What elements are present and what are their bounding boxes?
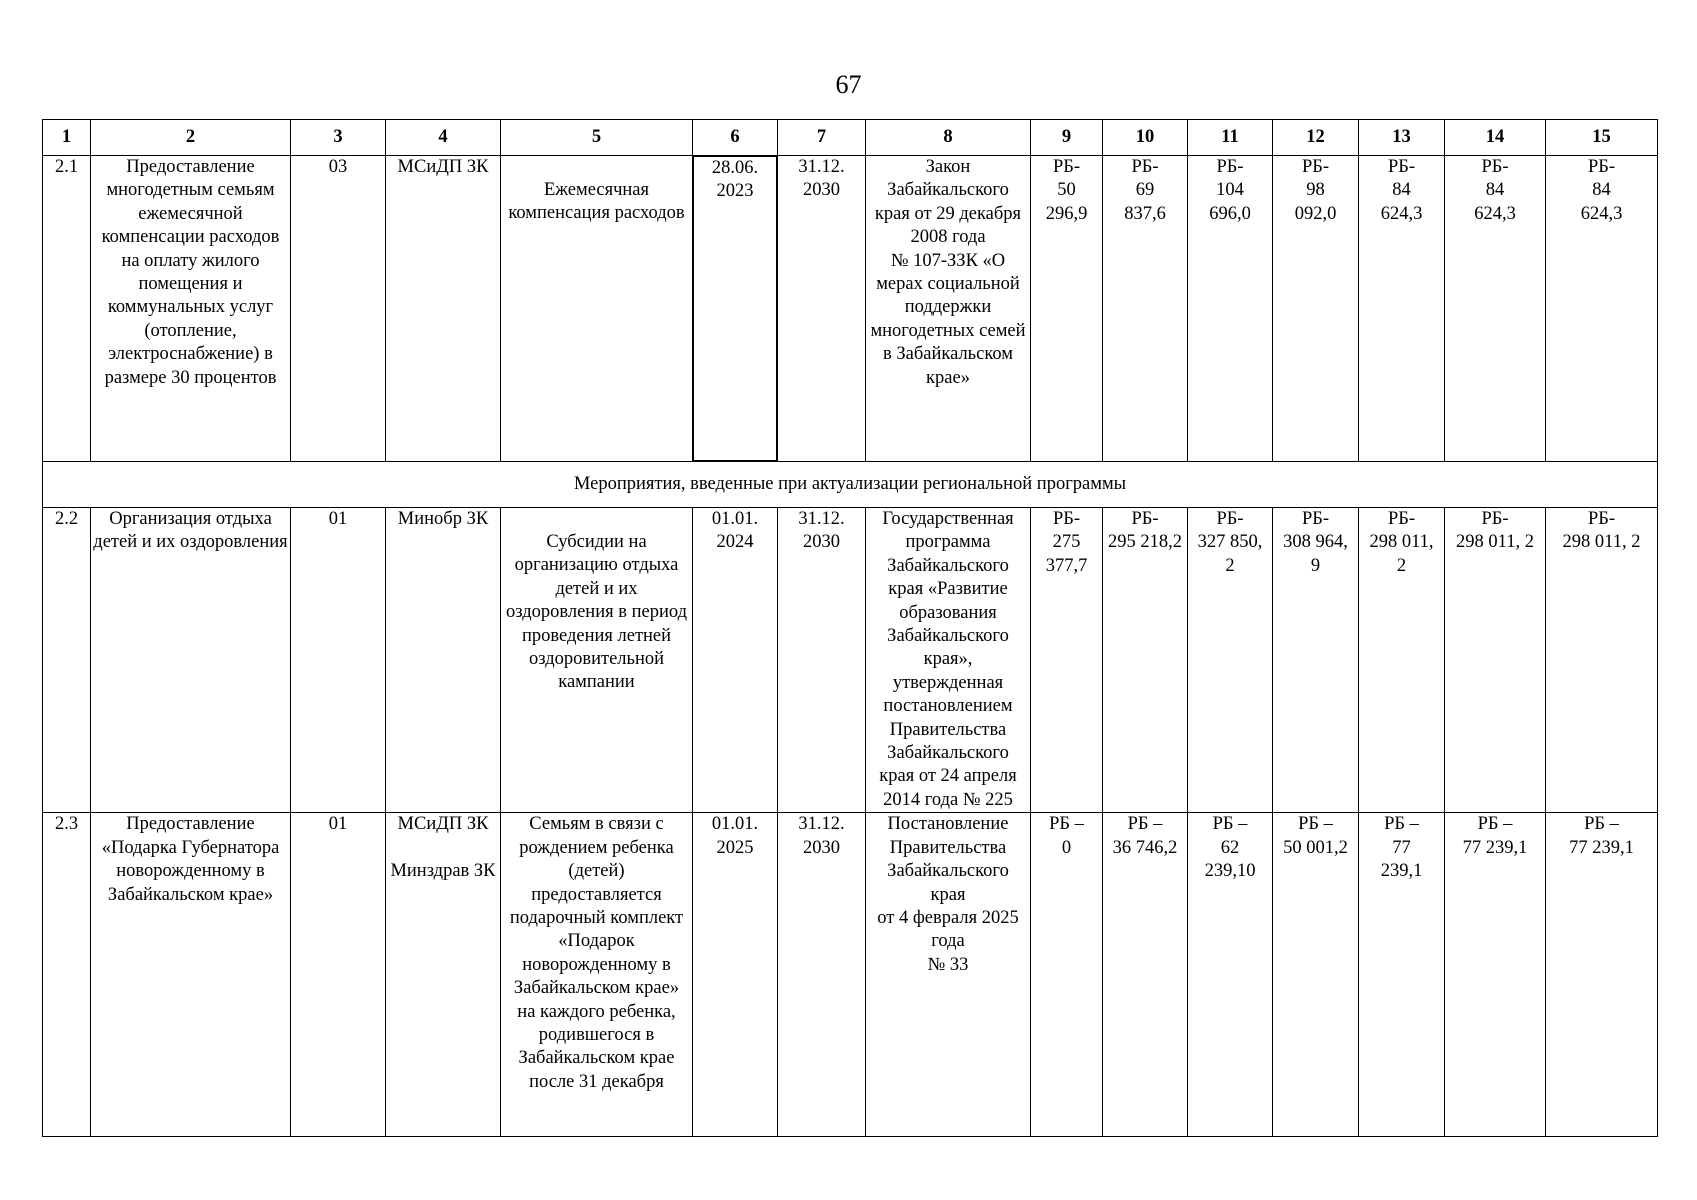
basis-text: Закон Забайкальского края от 29 декабря 2008 года № 107-ЗЗК «О мерах социальной поддержки многодетных семей в Забайкальском крае»	[870, 157, 1026, 388]
code-cell: 01	[291, 508, 386, 813]
code-cell: 01	[291, 813, 386, 1137]
value-text: РБ- 69 837,6	[1124, 157, 1166, 224]
value-cell	[1103, 813, 1188, 1137]
row-number: 2.3	[43, 813, 91, 1137]
value-cell	[1546, 508, 1658, 813]
basis-cell	[866, 813, 1031, 1137]
value-text: РБ- 327 850, 2	[1197, 509, 1263, 576]
value-cell	[1188, 156, 1273, 462]
end-date	[778, 508, 866, 813]
table-row	[43, 813, 1658, 1137]
value-text: РБ- 84 624,3	[1580, 157, 1623, 224]
executor-cell: МСиДП ЗК	[386, 156, 501, 462]
value-text: РБ- 298 011, 2	[1456, 509, 1534, 553]
value-cell	[1359, 156, 1445, 462]
header-cell: 10	[1103, 120, 1188, 156]
value-text: РБ – 62 239,10	[1204, 814, 1256, 882]
basis-cell	[866, 156, 1031, 462]
end-date	[778, 813, 866, 1137]
description-cell	[501, 508, 693, 813]
header-cell: 13	[1359, 120, 1445, 156]
description-text: Субсидии на организацию отдыха детей и их оздоровления в период проведения летней оздоровительной кампании	[505, 532, 687, 693]
value-cell	[1546, 156, 1658, 462]
value-text: РБ- 298 011, 2	[1562, 509, 1641, 553]
header-cell: 7	[778, 120, 866, 156]
start-date-text: 01.01. 2024	[711, 509, 759, 553]
header-cell: 11	[1188, 120, 1273, 156]
basis-cell	[866, 508, 1031, 813]
header-cell: 5	[501, 120, 693, 156]
value-text: РБ- 50 296,9	[1045, 157, 1088, 224]
value-cell	[1031, 156, 1103, 462]
header-cell: 1	[43, 120, 91, 156]
measure-name: Предоставление многодетным семьям ежемесячной компенсации расходов на оплату жилого помещения и коммунальных услуг (отопление, электроснабжение) в размере 30 процентов	[91, 156, 291, 462]
row-number: 2.1	[43, 156, 91, 462]
header-cell: 4	[386, 120, 501, 156]
header-cell: 6	[693, 120, 778, 156]
basis-text: Постановление Правительства Забайкальского края от 4 февраля 2025 года № 33	[877, 814, 1019, 975]
table-row	[43, 156, 1658, 462]
value-text: РБ – 0	[1049, 814, 1084, 858]
value-cell	[1273, 156, 1359, 462]
start-date-text: 28.06. 2023	[711, 158, 759, 202]
table-row	[43, 508, 1658, 813]
value-cell	[1445, 156, 1546, 462]
start-date	[693, 156, 777, 461]
value-text: РБ – 50 001,2	[1283, 814, 1348, 858]
value-cell	[1103, 508, 1188, 813]
section-separator-row	[43, 462, 1658, 508]
header-cell: 14	[1445, 120, 1546, 156]
value-cell	[1445, 813, 1546, 1137]
value-cell	[1188, 813, 1273, 1137]
basis-text: Государственная программа Забайкальского края «Развитие образования Забайкальского края», утвержденная постановлением Правительства Забайкальского края от 24 апреля 2014 года № 225	[879, 509, 1017, 810]
end-date	[778, 156, 866, 462]
value-cell	[1031, 813, 1103, 1137]
page-number: 67	[835, 70, 862, 99]
value-cell	[1359, 813, 1445, 1137]
value-text: РБ – 77 239,1	[1569, 814, 1634, 858]
value-cell	[1445, 508, 1546, 813]
executor-2-text: Минздрав ЗК	[390, 860, 496, 881]
value-text: РБ- 84 624,3	[1474, 157, 1516, 224]
value-text: РБ – 36 746,2	[1112, 814, 1178, 858]
value-cell	[1273, 508, 1359, 813]
executor-cell	[386, 813, 501, 1137]
header-cell: 3	[291, 120, 386, 156]
header-cell: 12	[1273, 120, 1359, 156]
value-cell	[1103, 156, 1188, 462]
value-cell	[1546, 813, 1658, 1137]
header-cell: 8	[866, 120, 1031, 156]
start-date	[693, 813, 778, 1137]
value-cell	[1031, 508, 1103, 813]
value-text: РБ- 98 092,0	[1294, 157, 1337, 224]
value-text: РБ – 77 239,1	[1462, 814, 1528, 858]
header-cell: 2	[91, 120, 291, 156]
description-cell: Семьям в связи с рождением ребенка (детей) предоставляется подарочный комплект «Подарок новорожденному в Забайкальском крае» на каждого ребенка, родившегося в Забайкальском крае после 31 декабря	[501, 813, 693, 1137]
end-date-text: 31.12. 2030	[798, 157, 845, 201]
value-cell	[1273, 813, 1359, 1137]
end-date-text: 31.12. 2030	[798, 509, 845, 553]
value-text: РБ- 295 218,2	[1108, 509, 1182, 553]
executor-cell: Минобр ЗК	[386, 508, 501, 813]
value-cell	[1188, 508, 1273, 813]
end-date-text: 31.12. 2030	[798, 814, 845, 858]
measure-name: Предоставление «Подарка Губернатора новорожденному в Забайкальском крае»	[91, 813, 291, 1137]
code-cell: 03	[291, 156, 386, 462]
start-date	[693, 508, 778, 813]
description-text: Ежемесячная компенсация расходов	[508, 180, 685, 224]
header-row	[43, 120, 1658, 156]
value-text: РБ- 84 624,3	[1380, 157, 1423, 224]
value-text: РБ- 298 011, 2	[1369, 509, 1434, 576]
executor-text: МСиДП ЗК	[397, 814, 489, 835]
measure-name: Организация отдыха детей и их оздоровления	[91, 508, 291, 813]
section-separator: Мероприятия, введенные при актуализации региональной программы	[43, 462, 1658, 508]
header-cell: 9	[1031, 120, 1103, 156]
start-date-text: 01.01. 2025	[711, 814, 759, 858]
value-text: РБ- 104 696,0	[1209, 157, 1251, 224]
value-text: РБ- 308 964, 9	[1283, 509, 1348, 576]
description-cell	[501, 156, 693, 462]
program-table	[42, 119, 1658, 1137]
header-cell: 15	[1546, 120, 1658, 156]
value-text: РБ- 275 377,7	[1045, 509, 1088, 576]
value-text: РБ – 77 239,1	[1380, 814, 1423, 882]
value-cell	[1359, 508, 1445, 813]
row-number: 2.2	[43, 508, 91, 813]
